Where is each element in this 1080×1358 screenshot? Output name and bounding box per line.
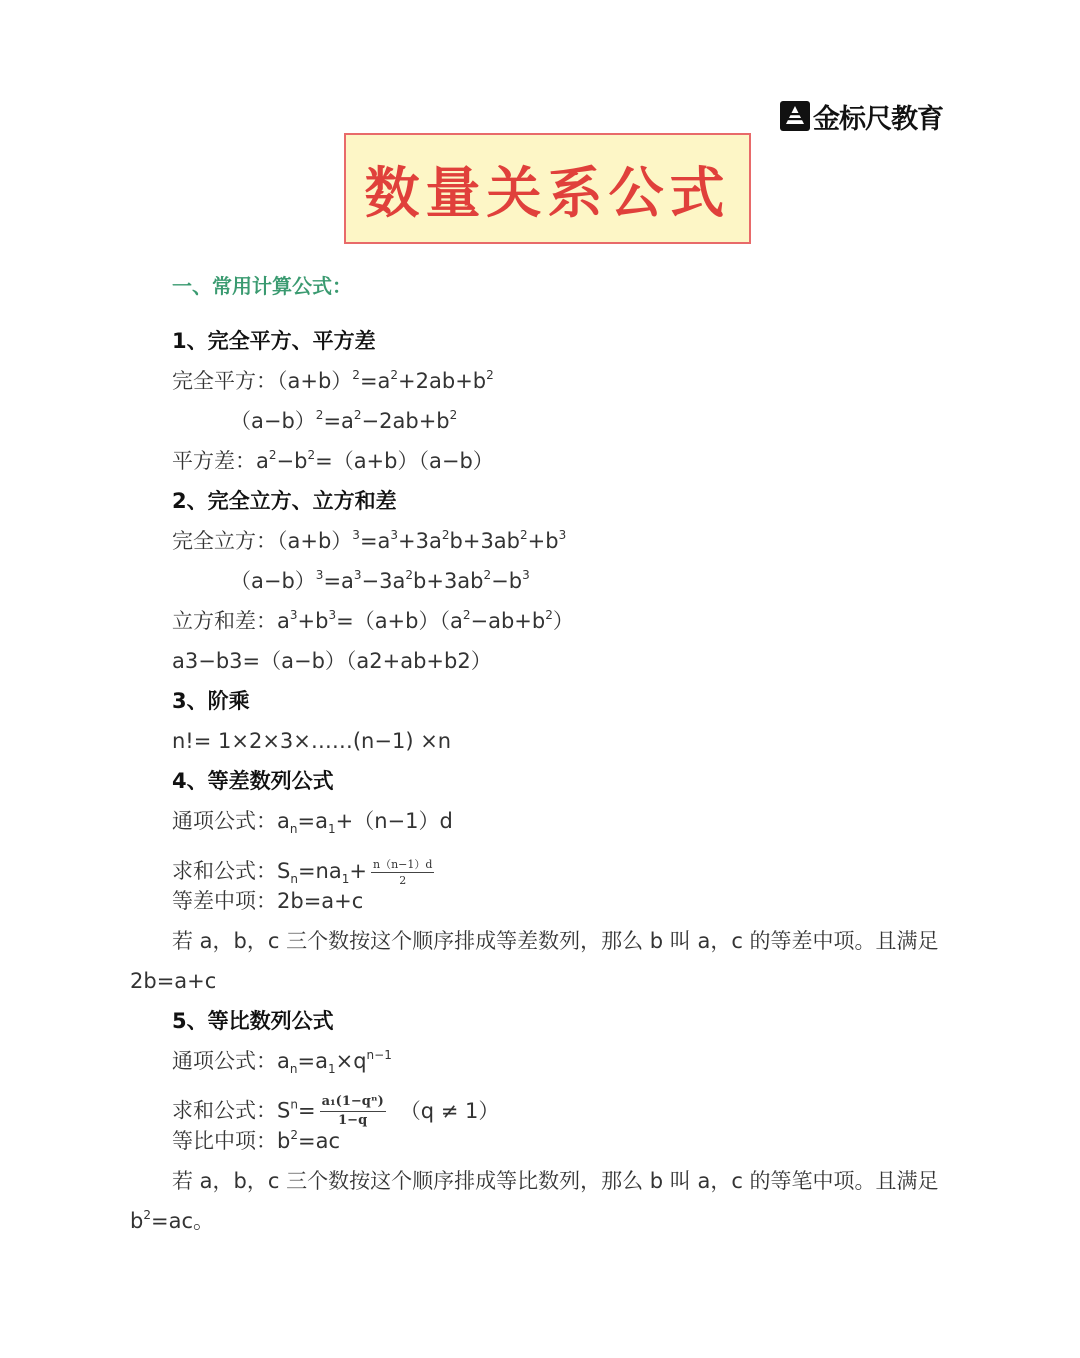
heading-factorial: 3、阶乘 bbox=[172, 689, 250, 713]
formula-factorial: n!= 1×2×3×……(n−1) ×n bbox=[172, 729, 452, 753]
formula-cube-diff: $(a-b)^3=a^3-3a^2b+3ab^2-b^3$ bbox=[230, 568, 530, 593]
formula-arithmetic-sum: 求和公式：$S_n=na_1+$ $\frac{n(n-1)d}{2}$ bbox=[172, 857, 433, 887]
formula-difference-of-squares: 平方差：$a^2-b^2=(a+b)(a-b)$ bbox=[172, 448, 494, 473]
formula-square-diff: $(a-b)^2=a^2-2ab+b^2$ bbox=[230, 408, 458, 433]
page-title: 数量关系公式 bbox=[364, 160, 731, 225]
formula-square-sum: 完全平方：$(a+b)^2=a^2+2ab+b^2$ bbox=[172, 368, 494, 393]
brand-name: 金标尺教育 bbox=[813, 103, 943, 135]
section-title: 一、常用计算公式： bbox=[172, 274, 352, 298]
heading-arithmetic-sequence: 4、等差数列公式 bbox=[172, 769, 334, 793]
formula-arithmetic-mean: 等差中项：2b=a+c bbox=[172, 889, 364, 913]
formula-geometric-sum: 求和公式：$S^n=$ $\frac{\text{a₁(1−qⁿ)}}{1-q}$ （q ≠ 1） bbox=[172, 1094, 500, 1128]
formula-geometric-general-term: 通项公式：$a_n=a_1\times q^{n-1}$ bbox=[172, 1048, 392, 1076]
formula-geometric-mean: 等比中项：$b^2=ac$ bbox=[172, 1128, 340, 1153]
formula-arithmetic-general-term: 通项公式：$a_n=a_1+(n-1)d$ bbox=[172, 809, 453, 836]
heading-perfect-square: 1、完全平方、平方差 bbox=[172, 329, 376, 353]
formula-sum-of-cubes: 立方和差：$a^3+b^3=(a+b)(a^2-ab+b^2)$ bbox=[172, 608, 574, 633]
arithmetic-mean-description: 若 a，b，c 三个数按这个顺序排成等差数列，那么 b 叫 a，c 的等差中项。且满足 bbox=[172, 929, 939, 953]
pyramid-logo-icon bbox=[780, 101, 810, 131]
geometric-sum-fraction: $\frac{\text{a₁(1−qⁿ)}}{1-q}$ bbox=[321, 1094, 384, 1128]
brand-logo bbox=[780, 98, 943, 134]
heading-geometric-sequence: 5、等比数列公式 bbox=[172, 1009, 334, 1033]
arithmetic-sum-fraction: $\frac{n(n-1)d}{2}$ bbox=[372, 857, 433, 887]
geometric-mean-description-cont: $b^2=ac$。 bbox=[130, 1208, 214, 1233]
title-banner bbox=[344, 133, 751, 244]
formula-difference-of-cubes: a3−b3=（a−b）（a2+ab+b2） bbox=[172, 649, 492, 673]
geometric-mean-description: 若 a，b，c 三个数按这个顺序排成等比数列，那么 b 叫 a，c 的等笔中项。且满足 bbox=[172, 1169, 939, 1193]
arithmetic-mean-description-cont: 2b=a+c bbox=[130, 969, 217, 993]
heading-perfect-cube: 2、完全立方、立方和差 bbox=[172, 489, 397, 513]
formula-cube-sum: 完全立方：$(a+b)^3=a^3+3a^2b+3ab^2+b^3$ bbox=[172, 528, 567, 553]
